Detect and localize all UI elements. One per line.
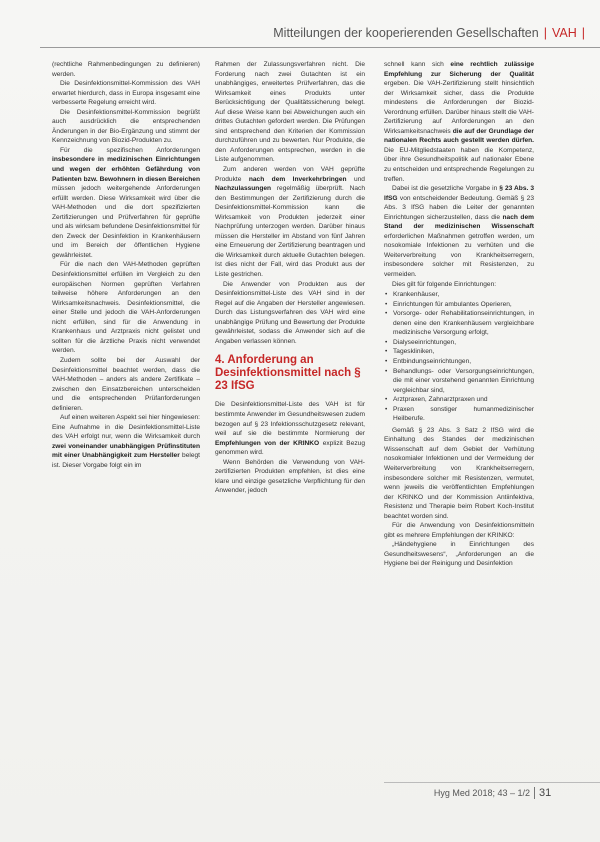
text-run: Zum anderen werden von VAH geprüfte Produkte (215, 166, 365, 183)
list-item: • Praxen sonstiger humanmedizinischer Heilberufe. (384, 405, 534, 424)
bold-text: insbesondere in medizinischen Einrichtungen und wegen der erhöhten Gefährdung von Patienten bzw. Bewohnern in diesen Bereichen (52, 156, 200, 183)
paragraph: „Händehygiene in Einrichtungen des Gesundheitswesens“, „Anforderungen an die Hygiene bei der Reinigung und Desinfektion (384, 541, 534, 568)
facility-list (384, 290, 534, 424)
bold-text: eine rechtlich zulässige Empfehlung zur Sicherung der Qualität (384, 61, 534, 78)
list-item: • Tageskliniken, (384, 347, 534, 357)
bold-text: die auf der Grundlage der nationalen Rechts auch gestellt werden dürfen. (384, 127, 534, 145)
paragraph (52, 413, 200, 470)
text-run: belegt ist. Dieser Vorgabe folgt ein im (52, 452, 200, 469)
paragraph: Die Desinfektionsmittel-Kommission des VAH erwartet hierdurch, dass in Europa insgesamt eine verbesserte Regelung erreicht wird. (52, 80, 200, 107)
bold-text: nach dem Stand der medizinischen Wissenschaft (384, 213, 534, 231)
paragraph (215, 165, 365, 280)
paragraph: Wenn Behörden die Verwendung von VAH-zertifizierten Produkten empfehlen, ist dies eine klare und einzige gesetzliche Verpflichtung für den Anwender, jedoch (215, 458, 365, 495)
paragraph: Dies gilt für folgende Einrichtungen: (392, 280, 497, 288)
bold-text: Nachzulassungen (215, 185, 272, 193)
header-separator: | (543, 26, 547, 40)
paragraph: Rahmen der Zulassungsverfahren nicht. Die Forderung nach zwei Gutachten ist ein unabhängiges, erweitertes Prüfverfahren, das die Wirksamkeit eines Produkts unter Berücksichtigung der Qualitätssicherung belegt. Auf diese Weise kann bei Abweichungen auch ein drittes Gutachten gefordert werden. Die Prüfungen sind entsprechend den Kriterien der Kommission durchzuführen und zu bewerten. Nur Produkte, die den Anforderungen entsprechen, werden in die Liste aufgenommen. (215, 61, 365, 164)
text-run: müssen jedoch weitergehende Anforderungen erfüllt werden. Diese Wirksamkeit wird über die VAH-Methoden und die dort spezifizierten Zertifizierungen und Prüfverfahren für geprüfte und als wirksam befundene Desinfektionsmittel für den Zweck der Desinfektion in Krankenhäusern und im Bereich der öffentlichen Hygiene gewährleistet. (52, 185, 200, 259)
paragraph: Zudem sollte bei der Auswahl der Desinfektionsmittel beachtet werden, dass die VAH-Methoden – anders als andere Zertifikate – zwischen den Einsatzbereichen unterscheiden und die entsprechenden Prüfanforderungen definieren. (52, 356, 200, 412)
text-run: Für die spezifischen Anforderungen (60, 146, 200, 154)
list-item: • Vorsorge- oder Rehabilitationseinrichtungen, in denen eine den Krankenhäusern vergleichbare medizinische Versorgung erfolgt, (384, 309, 534, 338)
text-run: regelmäßig überprüft. Nach den Bestimmungen der Zertifizierung durch die Desinfektionsmittel-Kommission kann die Wirksamkeit von Produkten jederzeit einer Nachprüfung unterzogen werden. Darüber hinaus müssen die Hersteller im Abstand von fünf Jahren eine Erneuerung der Zertifizierung beantragen und die Wirksamkeit durch aktuelle Gutachten belegen. Ist dies nicht der Fall, wird das Produkt aus der Liste gestrichen. (215, 185, 365, 279)
text-run: Dabei ist die gesetzliche Vorgabe in (392, 185, 498, 193)
header-rule (40, 47, 600, 48)
list-item: • Einrichtungen für ambulantes Operieren, (384, 300, 534, 310)
paragraph (215, 400, 365, 457)
text-run: Die EU-Mitgliedstaaten haben die Kompetenz, über ihre Gesundheitspolitik auf nationaler Ebene zu entscheiden und entsprechende Regelungen zu treffen. (384, 146, 534, 183)
text-run: explizit Bezug genommen wird. (215, 439, 365, 457)
page-number: 31 (539, 787, 552, 799)
header-brand: VAH (551, 26, 577, 40)
paragraph: Gemäß § 23 Abs. 3 Satz 2 IfSG wird die Einhaltung des Standes der medizinischen Wissenschaft auf dem Gebiet der Verhütung nosokomialer Infektionen und der Vermeidung der Weiterverbreitung von Krankheitserregern, insbesondere solcher mit Resistenzen, vermutet, wenn jeweils die veröffentlichten Empfehlungen der KRINKO und der Kommission Antiinfektiva, Resistenz und Therapie beim Robert Koch-Institut beachtet worden sind. (384, 426, 534, 520)
paragraph: Die Anwender von Produkten aus der Desinfektionsmittel-Liste des VAH sind in der Regel auf die Angaben der Hersteller angewiesen. Durch das Listungsverfahren des VAH wird eine unabhängige Prüfung und Bewertung der Produkte gewährleistet, sodass die Anwender sich auf die Angaben verlassen können. (215, 280, 365, 345)
text-column-1 (52, 60, 200, 768)
bold-text: Empfehlungen von der KRINKO (215, 439, 320, 447)
paragraph (52, 146, 200, 261)
list-item: • Entbindungseinrichtungen, (384, 357, 534, 367)
header-trail: | (581, 26, 585, 40)
paragraph (384, 60, 534, 184)
header-title: Mitteilungen der kooperierenden Gesellschaften (273, 26, 539, 40)
text-run: erforderlichen Maßnahmen getroffen werden, um nosokomiale Infektionen zu verhüten und die Weiterverbreitung von Krankheitserregern, insbesondere solcher mit Resistenzen, zu vermeiden. (384, 232, 534, 279)
bold-text: § 23 Abs. 3 IfSG (384, 185, 534, 202)
list-item: • Krankenhäuser, (384, 290, 534, 300)
list-item: • Behandlungs- oder Versorgungseinrichtungen, die mit einer vorstehend genannten Einrichtung vergleichbar sind, (384, 367, 534, 396)
text-column-2 (215, 60, 365, 768)
bold-text: zwei voneinander unabhängigen Prüfinstituten mit einer Unabhängigkeit zum Hersteller (52, 442, 200, 460)
text-run: von entscheidender Bedeutung. Gemäß § 23 Abs. 3 IfSG haben die Leiter der genannten Einrichtungen sicherzustellen, dass die (384, 194, 534, 221)
text-run: und (353, 175, 365, 183)
text-run: Die Desinfektionsmittel-Liste des VAH ist für bestimmte Anwender im Gesundheitswesen zudem bezogen auf § 23 Infektionsschutzgesetz relevant, weil auf sie die bestimmte Normierung der (215, 401, 365, 438)
text-run: ergeben. Die VAH-Zertifizierung stellt hinsichtlich der Wirksamkeit sicher, dass die Produkte mindestens die Anforderungen der Biozid-Verordnung erfüllen. Darüber hinaus stellt die VAH-Zertifizierung auf Anforderungen an den Wirksamkeitsnachweis (384, 80, 534, 135)
bold-text: nach dem Inverkehrbringen (248, 175, 347, 183)
text-column-3 (384, 60, 534, 768)
running-header (40, 22, 590, 44)
paragraph: (rechtliche Rahmenbedingungen zu definieren) werden. (52, 61, 200, 78)
paragraph: Die Desinfektionsmittel-Kommission begrüßt auch ausdrücklich die entsprechenden Änderungen in der Bio-Ergänzung und stimmt der Kennzeichnung von Biozid-Produkten zu. (52, 108, 200, 145)
paragraph: Für die Anwendung von Desinfektionsmitteln gibt es mehrere Empfehlungen der KRINKO: (384, 522, 534, 539)
page-footer (400, 786, 600, 800)
paragraph: Für die nach den VAH-Methoden geprüften Desinfektionsmittel erfüllen im Vergleich zu den europäischen Normen geprüften Verfahren teilweise höhere Anforderungen an den Wirksamkeitsnachweis. Desinfektionsmittel, die einer Stelle und jedoch die VAH-Anforderungen nicht erfüllen, sind für die Anwendung in Krankenhaus und Arztpraxis nicht gelistet und sollten für die ärztliche Praxis nicht verwendet werden. (52, 261, 200, 355)
list-item: • Dialyseeinrichtungen, (384, 338, 534, 348)
paragraph (384, 184, 534, 279)
section-heading: 4. Anforderung an Desinfektionsmittel nach § 23 IfSG (215, 354, 361, 393)
text-run: Auf einen weiteren Aspekt sei hier hingewiesen: Eine Aufnahme in die Desinfektionsmittel-Liste des VAH erfolgt nur, wenn die Wirksamkeit durch (52, 414, 200, 441)
list-item: • Arztpraxen, Zahnarztpraxen und (384, 395, 534, 405)
text-run: schnell kann sich (384, 61, 444, 68)
footer-rule (384, 782, 600, 783)
journal-reference: Hyg Med 2018; 43 – 1/2 (433, 788, 530, 798)
